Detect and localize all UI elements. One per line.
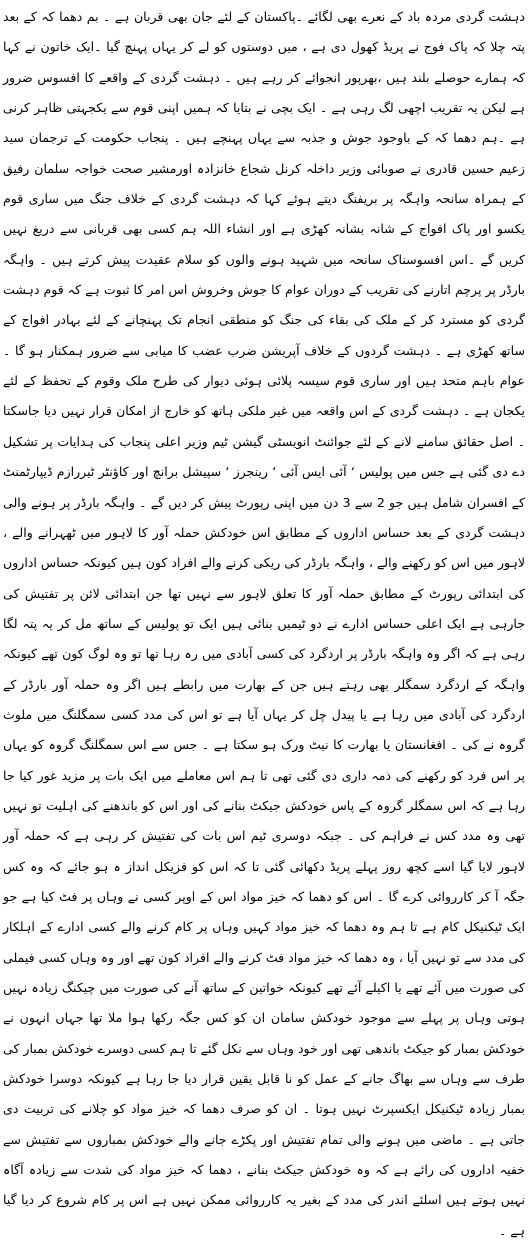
news-article	[3, 2, 525, 1246]
article-paragraph: دہشت گردی مردہ باد کے نعرے بھی لگائے ۔پاکستان کے لئے جان بھی قربان ہے ۔ بم دھما کہ کے بعد پتہ چلا کہ پاک فوج نے پریڈ کھول دی ہے ، میں دوستوں کو لے کر یہاں پہنچ گیا ۔ایک خاتون نے کہا کہ ہمارے حوصلے بلند ہیں ،بھرپور انجوائے کر رہے ہیں ۔ دہشت گردی کے واقعے کا افسوس ضرور ہے لیکن یہ تقریب اچھی لگ رہی ہے ۔ ایک بچی نے بتایا کہ ہمیں اپنی قوم سے یکجہتی ظاہر کرنی ہے ۔ہم دھما کہ کے باوجود جوش و جذبہ سے یہاں پہنچے ہیں ۔ پنجاب حکومت کے ترجمان سید زعیم حسین قادری نے صوبائی وزیر داخلہ کرنل شجاع خانزادہ اورمشیر صحت خواجہ سلمان رفیق کے ہمراہ سانحہ واہگہ پر بریفنگ دیتے ہوئے کہا کہ دہشت گردی کے خلاف جنگ میں ساری قوم یکسو اور پاک افواج کے شانہ بشانہ کھڑی ہے اور انشاء اللہ ہم کسی بھی قربانی سے دریغ نہیں کریں گے ۔اس افسوسناک سانحہ میں شہید ہونے والوں کو سلام عقیدت پیش کرتے ہیں ۔ واہگہ بارڈر پر پرچم اتارنے کی تقریب کے دوران عوام کا جوش وخروش اس امر کا ثبوت ہے کہ قوم دہشت گردی کو مسترد کر کے ملک کی بقاء کی جنگ کو منطقی انجام تک پہنچانے کے لئے بہادر افواج کے ساتھ کھڑی ہے ۔ دہشت گردوں کے خلاف آپریشن ضرب عضب کا میابی سے ضرور ہمکنار ہو گا ۔ عوام باہم متحد ہیں اور ساری قوم سیسہ پلائی ہوئی دیوار کی طرح ملک وقوم کے تحفظ کے لئے یکجان ہے ۔ دہشت گردی کے اس واقعہ میں غیر ملکی ہاتھ کو خارج از امکان قرار نہیں دیا جاسکتا ۔ اصل حقائق سامنے لانے کے لئے جوائنٹ انویسٹی گیشن ٹیم وزیر اعلی پنجاب کی ہدایات پر تشکیل دے دی گئی ہے جس میں پولیس ‘ آئی ایس آئی ‘ رینجرز ‘ سپیشل برانچ اور کاؤنٹر ٹیررازم ڈیپارٹمنٹ کے افسران شامل ہیں جو 2 سے 3 دن میں اپنی رپورٹ پیش کر دیں گے ۔ واہگہ بارڈر پر ہونے والی دہشت گردی کے بعد حساس اداروں کے مطابق اس خودکش حملہ آور کا لاہور میں ٹھہرانے والے ، لاہور میں اس کو رکھنے والے ، واہگہ بارڈر کی ریکی کرنے والے افراد کون ہیں کیونکہ حساس اداروں کی ابتدائی رپورٹ کے مطابق حملہ آور کا تعلق لاہور سے نہیں تھا جن ابتدائی لائن پر تفتیش کی جارہی ہے ایک اعلی حساس ادارے نے دو ٹیمیں بنائی ہیں ایک تو پولیس کے ساتھ مل کر یہ پتہ لگا رہی ہے کہ اگر وہ واہگہ بارڈر پر اردگرد کی کسی آبادی میں رہ رہا تھا تو وہ لوگ کون تھے کیونکہ واہگہ کے اردگرد سمگلر بھی رہتے ہیں جن کے بھارت میں رابطے ہیں اگر وہ حملہ آور بارڈر کے اردگرد کی آبادی میں رہا ہے یا پیدل چل کر یہاں آیا ہے تو اس کی مدد کسی سمگلنگ میں ملوث گروہ نے کی ۔ افغانستان یا بھارت کا نیٹ ورک ہو سکتا ہے ۔ جس سے اس سمگلنگ گروہ کو یہاں پر اس فرد کو رکھنے کی ذمہ داری دی گئی تھی تا ہم اس معاملے میں ایک بات پر مزید غور کیا جا رہا ہے کہ اس سمگلر گروہ کے پاس خودکش جیکٹ بنانے کی اور اس کو باندھنے کی اہلیت تو نہیں تھی وہ مدد کس نے فراہم کی ۔ جبکہ دوسری ٹیم اس بات کی تفتیش کر رہی ہے کہ حملہ آور لاہور لایا گیا اسے کچھ روز پہلے پریڈ دکھائی گئی تا کہ اس کو فزیکل انداز ہ ہو جائے کہ وہ کس جگہ آ کر کارروائی کرے گا ۔ اس کو دھما کہ خیز مواد اس کے اوپر کسی نے وہاں پر فٹ کیا ہے جو ایک ٹیکنیکل کام ہے تا ہم وہ دھما کہ خیز مواد کہیں وہاں پر کام کرنے والے کسی ادارے کے اہلکار کی مدد سے تو نہیں آیا ، وہ دھما کہ خیز مواد فٹ کرنے والے افراد کون تھے اور وہ وہاں کسی فیملی کی صورت میں آئے تھے یا اکیلے آئے تھے کیونکہ خواتین کے ساتھ آنے کی صورت میں چیکنگ زیادہ نہیں ہوتی وہاں پر پہلے سے موجود خودکش سامان ان کو کس جگہ رکھا ہوا ملا تھا جہاں انہوں نے خودکش بمبار کو جیکٹ باندھی تھی اور خود وہاں سے نکل گئے تا ہم کسی دوسرے خودکش بمبار کی طرف سے وہاں سے بھاگ جانے کے عمل کو نا قابل یقین قرار دیا جا رہا ہے کیونکہ دوسرا خودکش بمبار زیادہ ٹیکنیکل ایکسپرٹ نہیں ہوتا ۔ ان کو صرف دھما کہ خیز مواد کو چلانے کی تربیت دی جاتی ہے ۔ ماضی میں ہونے والی تمام تفتیش اور پکڑے جانے والے خودکش بمباروں سے تفتیش سے خفیہ اداروں کی رائے ہے کہ وہ خودکش جیکٹ بنانے ، دھما کہ خیز مواد کی شدت سے زیادہ آگاہ نہیں ہوتے ہیں اسلئے اندر کی مدد کے بغیر یہ کارروائی ممکن نہیں ہے اس پر کام شروع کر دیا گیا ہے ۔	[3, 9, 525, 1238]
